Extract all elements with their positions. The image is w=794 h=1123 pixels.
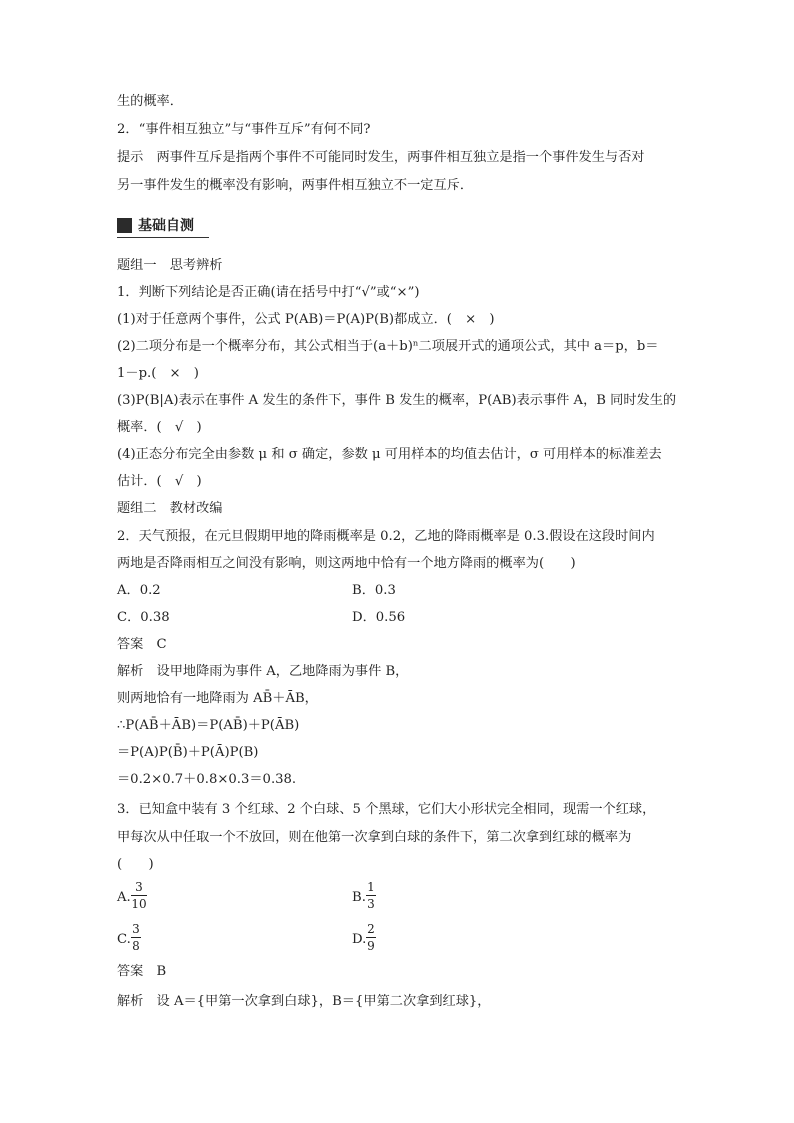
- section-underline: [117, 237, 209, 238]
- fraction-bar: [366, 895, 376, 896]
- fraction-numerator: 3: [132, 922, 140, 936]
- question-2-line-2: 两地是否降雨相互之间没有影响，则这两地中恰有一个地方降雨的概率为( ): [117, 556, 576, 571]
- item-1: (1)对于任意两个事件，公式 P(AB)＝P(A)P(B)都成立．( × ): [117, 312, 495, 327]
- section-heading: [117, 216, 209, 238]
- option-d: D．0.56: [352, 610, 406, 625]
- group-2-title: 题组二 教材改编: [117, 501, 223, 516]
- fraction-denominator: 10: [131, 897, 147, 911]
- question-3-line-2: 甲每次从中任取一个不放回，则在他第一次拿到白球的条件下，第二次拿到红球的概率为: [117, 830, 632, 845]
- fraction-a: [131, 880, 147, 911]
- fraction-bar: [131, 895, 147, 896]
- solution-line-3: ∴P(AB̄＋ĀB)＝P(AB̄)＋P(ĀB): [117, 718, 300, 733]
- fraction-numerator: 3: [135, 880, 143, 894]
- fraction-numerator: 2: [367, 922, 375, 936]
- fraction-denominator: 3: [367, 897, 375, 911]
- question-3-line-1: 3．已知盒中装有 3 个红球、2 个白球、5 个黑球，它们大小形状完全相同，现需一个红球，: [117, 802, 656, 817]
- section-square-icon: [117, 218, 132, 233]
- answer-2: 答案 C: [117, 637, 167, 652]
- item-4-line-2: 估计．( √ ): [117, 474, 202, 489]
- question-3-line-3: ( ): [117, 857, 154, 872]
- option-c-label: C.: [117, 932, 131, 947]
- group-1-title: 题组一 思考辨析: [117, 258, 223, 273]
- item-2-line-2: 1－p.( × ): [117, 366, 199, 381]
- fraction-numerator: 1: [367, 880, 375, 894]
- solution-line-4: ＝P(A)P(B̄)＋P(Ā)P(B): [117, 745, 259, 760]
- text-line: 生的概率．: [117, 94, 183, 109]
- option-a: A．0.2: [117, 583, 161, 598]
- hint-line-2: 另一事件发生的概率没有影响，两事件相互独立不一定互斥．: [117, 178, 474, 193]
- fraction-d: [366, 922, 376, 953]
- option-d-label: D.: [352, 932, 367, 947]
- item-4-line-1: (4)正态分布完全由参数 μ 和 σ 确定，参数 μ 可用样本的均值去估计，σ 可用样本的标准差去: [117, 447, 662, 462]
- option-b-label: B.: [352, 890, 366, 905]
- option-c: C．0.38: [117, 610, 170, 625]
- fraction-b: [366, 880, 376, 911]
- answer-3: 答案 B: [117, 964, 167, 979]
- hint-line-1: 提示 两事件互斥是指两个事件不可能同时发生，两事件相互独立是指一个事件发生与否对: [117, 150, 645, 165]
- solution-line-6: 解析 设 A＝{甲第一次拿到白球}，B＝{甲第二次拿到红球}，: [117, 994, 491, 1009]
- item-2-line-1: (2)二项分布是一个概率分布，其公式相当于(a＋b)ⁿ二项展开式的通项公式，其中 a＝p，b＝: [117, 339, 659, 354]
- question-2-heading: 2．“事件相互独立”与“事件互斥”有何不同?: [117, 122, 371, 137]
- question-1: 1．判断下列结论是否正确(请在括号中打“√”或“×”): [117, 285, 420, 300]
- section-title: 基础自测: [138, 218, 194, 234]
- solution-line-1: 解析 设甲地降雨为事件 A，乙地降雨为事件 B，: [117, 664, 409, 679]
- item-3-line-1: (3)P(B|A)表示在事件 A 发生的条件下，事件 B 发生的概率，P(AB)表示事件 A，B 同时发生的: [117, 393, 677, 408]
- fraction-denominator: 8: [132, 939, 140, 953]
- fraction-denominator: 9: [367, 939, 375, 953]
- question-2-line-1: 2．天气预报，在元旦假期甲地的降雨概率是 0.2，乙地的降雨概率是 0.3.假设在这段时间内: [117, 529, 655, 544]
- fraction-bar: [366, 937, 376, 938]
- option-a-label: A.: [117, 890, 131, 905]
- fraction-c: [131, 922, 141, 953]
- solution-line-2: 则两地恰有一地降雨为 AB̄＋ĀB，: [117, 691, 318, 706]
- item-3-line-2: 概率．( √ ): [117, 420, 202, 435]
- solution-line-5: ＝0.2×0.7＋0.8×0.3＝0.38.: [117, 772, 297, 787]
- fraction-bar: [131, 937, 141, 938]
- option-b: B．0.3: [352, 583, 396, 598]
